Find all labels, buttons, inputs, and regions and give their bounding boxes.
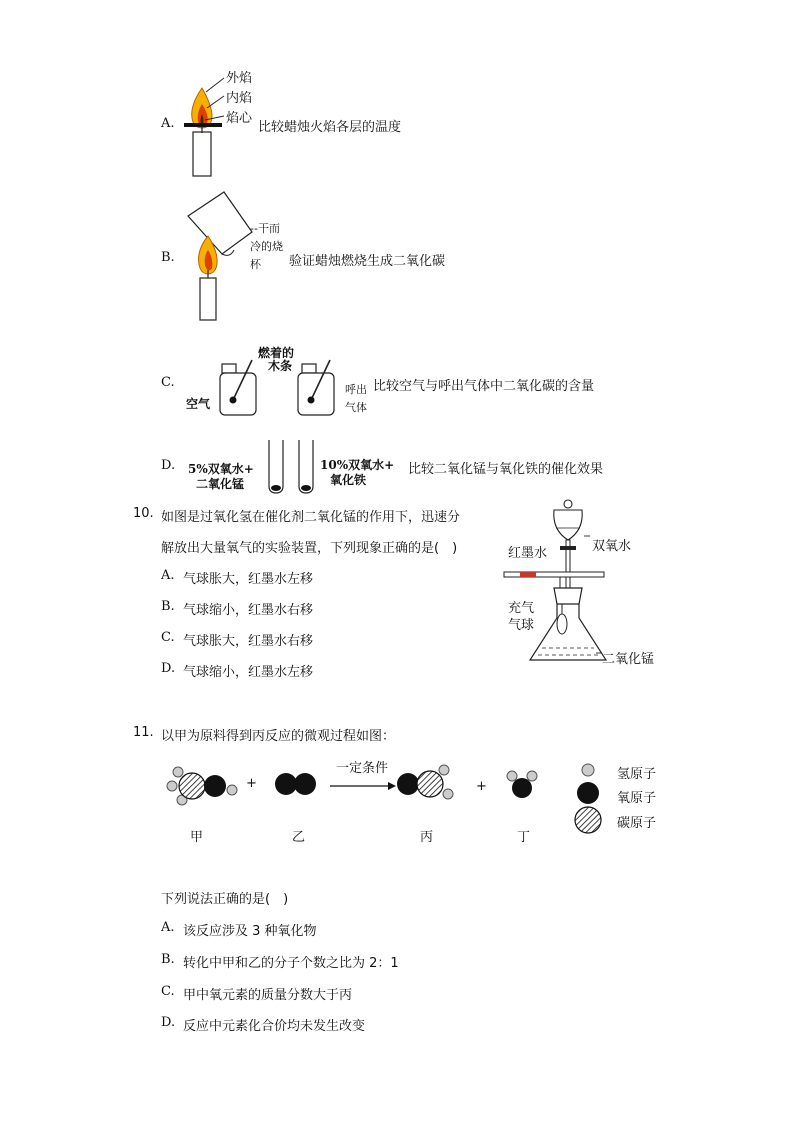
inner-flame-label: 内焰 [226, 91, 253, 106]
reaction-condition-label: 一定条件 [336, 761, 389, 776]
option-text: 转化中甲和乙的分子个数之比为 2：1 [183, 956, 399, 971]
burning-stick-label-1: 燃着的 [258, 346, 295, 360]
question-number: 10. [133, 506, 154, 521]
question-number: 11. [133, 725, 154, 740]
molecule-name-ding: 丁 [517, 830, 531, 845]
option-text: 甲中氧元素的质量分数大于丙 [183, 988, 353, 1003]
legend-oxygen-atom: 氧原子 [617, 791, 657, 806]
flask-apparatus-diagram [500, 498, 620, 668]
test-tubes-catalyst-diagram [266, 438, 326, 496]
option-text: 比较蜡烛火焰各层的温度 [258, 120, 402, 135]
exhaled-gas-label-2: 气体 [345, 401, 367, 414]
option-letter: C. [161, 984, 175, 999]
option-text: 反应中元素化合价均未发生改变 [183, 1019, 366, 1034]
legend-hydrogen-atom: 氢原子 [617, 767, 657, 782]
exhaled-gas-label-1: 呼出 [345, 383, 367, 396]
hydrogen-peroxide-label: 双氧水 [592, 539, 632, 554]
balloon-label-1: 充气 [508, 601, 535, 616]
plus-sign-1: + [246, 776, 257, 791]
option-text: 气球胀大，红墨水右移 [183, 634, 314, 649]
manganese-dioxide-label: 二氧化锰 [602, 652, 655, 667]
question-stem: 以甲为原料得到丙反应的微观过程如图： [161, 729, 396, 744]
option-letter: C. [161, 630, 175, 645]
option-text: 比较空气与呼出气体中二氧化碳的含量 [373, 379, 595, 394]
burning-stick-label-2: 木条 [268, 359, 293, 373]
dry-cold-beaker-label-3: 杯 [250, 258, 261, 271]
option-text: 比较二氧化锰与氧化铁的催化效果 [408, 462, 604, 477]
outer-flame-label: 外焰 [226, 71, 253, 86]
left-tube-label-1: 5%双氧水+ [188, 462, 254, 476]
molecule-name-bing: 丙 [420, 830, 434, 845]
option-letter: B. [161, 952, 175, 967]
option-letter: A. [161, 920, 175, 935]
question-stem-line-2: 解放出大量氧气的实验装置，下列现象正确的是( ) [161, 541, 458, 556]
flame-core-label: 焰心 [226, 111, 253, 126]
right-tube-label-1: 10%双氧水+ [320, 458, 395, 472]
cold-beaker-over-candle-diagram [180, 188, 260, 323]
option-text: 该反应涉及 3 种氧化物 [183, 924, 317, 939]
dry-cold-beaker-label-2: 冷的烧 [250, 240, 283, 253]
option-letter: D. [161, 1015, 176, 1030]
molecule-name-jia: 甲 [190, 830, 204, 845]
legend-carbon-atom: 碳原子 [617, 816, 657, 831]
option-text: 气球胀大，红墨水左移 [183, 572, 314, 587]
option-letter: B. [161, 250, 175, 265]
option-letter: D. [161, 458, 176, 473]
molecule-name-yi: 乙 [292, 830, 306, 845]
air-label: 空气 [186, 397, 211, 411]
dry-cold-beaker-label-1: --干而 [250, 222, 280, 235]
plus-sign-2: + [476, 779, 487, 794]
right-tube-label-2: 氧化铁 [330, 473, 367, 487]
option-letter: B. [161, 599, 175, 614]
option-letter: D. [161, 661, 176, 676]
option-letter: A. [161, 568, 175, 583]
option-text: 气球缩小，红墨水左移 [183, 665, 314, 680]
option-text: 气球缩小，红墨水右移 [183, 603, 314, 618]
left-tube-label-2: 二氧化锰 [196, 477, 245, 491]
question-stem-line-1: 如图是过氧化氢在催化剂二氧化锰的作用下，迅速分 [161, 510, 461, 525]
balloon-label-2: 气球 [508, 618, 535, 633]
option-letter: A. [161, 116, 175, 131]
question-prompt: 下列说法正确的是( ) [161, 892, 289, 907]
option-letter: C. [161, 375, 175, 390]
option-text: 验证蜡烛燃烧生成二氧化碳 [289, 254, 446, 269]
red-ink-label: 红墨水 [508, 546, 548, 561]
